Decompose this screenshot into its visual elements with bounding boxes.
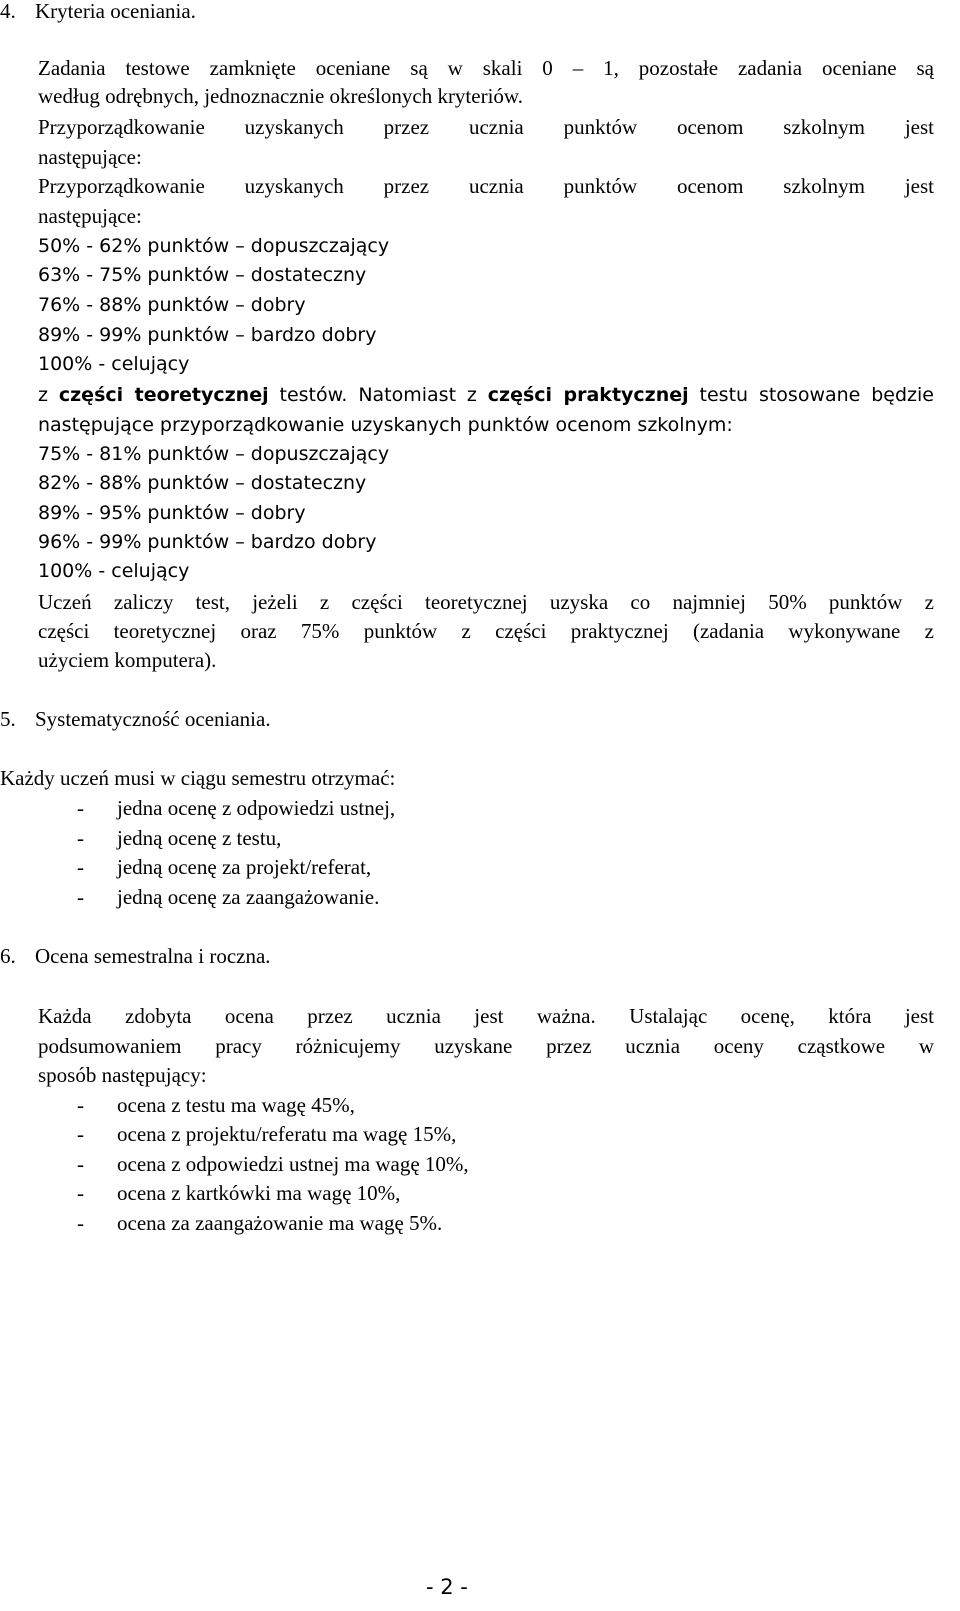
s4-repeat-cont: następujące: [38,204,142,228]
practice-scale-row: 82% - 88% punktów – dostateczny [38,472,367,494]
bullet-dash: - [77,1122,84,1146]
bullet-dash: - [77,1152,84,1176]
bullet-dash: - [77,885,84,909]
s6-item-text: ocena z odpowiedzi ustnej ma wagę 10%, [117,1152,469,1176]
s6-list-item [77,1180,400,1207]
s6-item-text: ocena za zaangażowanie ma wagę 5%. [117,1211,443,1235]
s6-item-text: ocena z kartkówki ma wagę 10%, [117,1181,401,1205]
pass-rule-line-2: części teoretycznej oraz 75% punktów z części praktycznej (zadania wykonywane z [38,619,934,643]
s5-item-text: jedna ocenę z odpowiedzi ustnej, [117,796,396,820]
bullet-dash: - [77,1093,84,1117]
theory-part-bold: części teoretycznej [58,384,269,406]
page-number: - 2 - [426,1575,468,1599]
section-5-title: Systematyczność oceniania. [35,707,271,731]
practice-intro: następujące przyporządkowanie uzyskanych punktów ocenom szkolnym: [38,414,733,436]
s6-item-text: ocena z testu ma wagę 45%, [117,1093,355,1117]
s6-list-item [77,1092,355,1119]
theory-line-suffix: testu stosowane będzie [688,384,934,406]
theory-practice-line [38,382,934,409]
theory-scale-row: 76% - 88% punktów – dobry [38,294,306,316]
s6-intro-line-2: podsumowaniem pracy różnicujemy uzyskane przez ucznia oceny cząstkowe w [38,1034,934,1058]
theory-line-mid: testów. Natomiast z [268,384,488,406]
s5-item-text: jedną ocenę z testu, [117,826,282,850]
s5-list-item [77,854,371,881]
section-5-number: 5. [0,707,16,731]
s4-overlay-line: Przyporządkowanie uzyskanych przez ucznia punktów ocenom szkolnym jest [38,115,934,139]
theory-scale-row: 100% - celujący [38,353,190,375]
s6-intro-line-3: sposób następujący: [38,1063,207,1087]
section-6-title: Ocena semestralna i roczna. [35,944,271,968]
s4-repeat-line: Przyporządkowanie uzyskanych przez ucznia punktów ocenom szkolnym jest [38,174,934,198]
pass-rule-line-3: użyciem komputera). [38,648,217,672]
section-6-number: 6. [0,944,16,968]
practice-scale-row: 96% - 99% punktów – bardzo dobry [38,531,377,553]
s6-list-item [77,1151,469,1178]
theory-line-prefix: z [38,384,59,406]
section-4-title: Kryteria oceniania. [35,0,196,23]
s5-list-item [77,795,395,822]
bullet-dash: - [77,796,84,820]
bullet-dash: - [77,1211,84,1235]
s5-intro: Każdy uczeń musi w ciągu semestru otrzymać: [0,766,396,790]
practice-part-bold: części praktycznej [487,384,689,406]
s5-list-item [77,884,379,911]
s5-item-text: jedną ocenę za projekt/referat, [117,855,372,879]
s5-item-text: jedną ocenę za zaangażowanie. [117,885,380,909]
s4-intro-line-1: Zadania testowe zamknięte oceniane są w skali 0 – 1, pozostałe zadania oceniane są [38,56,934,80]
bullet-dash: - [77,855,84,879]
theory-scale-row: 63% - 75% punktów – dostateczny [38,264,367,286]
bullet-dash: - [77,826,84,850]
pass-rule-line-1: Uczeń zaliczy test, jeżeli z części teoretycznej uzyska co najmniej 50% punktów z [38,590,934,614]
s6-list-item [77,1210,442,1237]
section-4-heading [0,0,196,25]
theory-scale-row: 50% - 62% punktów – dopuszczający [38,235,390,257]
s4-intro-line-2: według odrębnych, jednoznacznie określonych kryteriów. [38,84,523,108]
practice-scale-row: 75% - 81% punktów – dopuszczający [38,443,390,465]
s5-list-item [77,825,281,852]
s6-list-item [77,1121,456,1148]
s6-item-text: ocena z projektu/referatu ma wagę 15%, [117,1122,457,1146]
s6-intro-line-1: Każda zdobyta ocena przez ucznia jest ważna. Ustalając ocenę, która jest [38,1004,934,1028]
section-4-number: 4. [0,0,16,23]
practice-scale-row: 89% - 95% punktów – dobry [38,502,306,524]
practice-scale-row: 100% - celujący [38,560,190,582]
s4-overlay-cont: następujące: [38,145,142,169]
section-5-heading [0,706,271,733]
section-6-heading [0,943,271,970]
bullet-dash: - [77,1181,84,1205]
theory-scale-row: 89% - 99% punktów – bardzo dobry [38,324,377,346]
